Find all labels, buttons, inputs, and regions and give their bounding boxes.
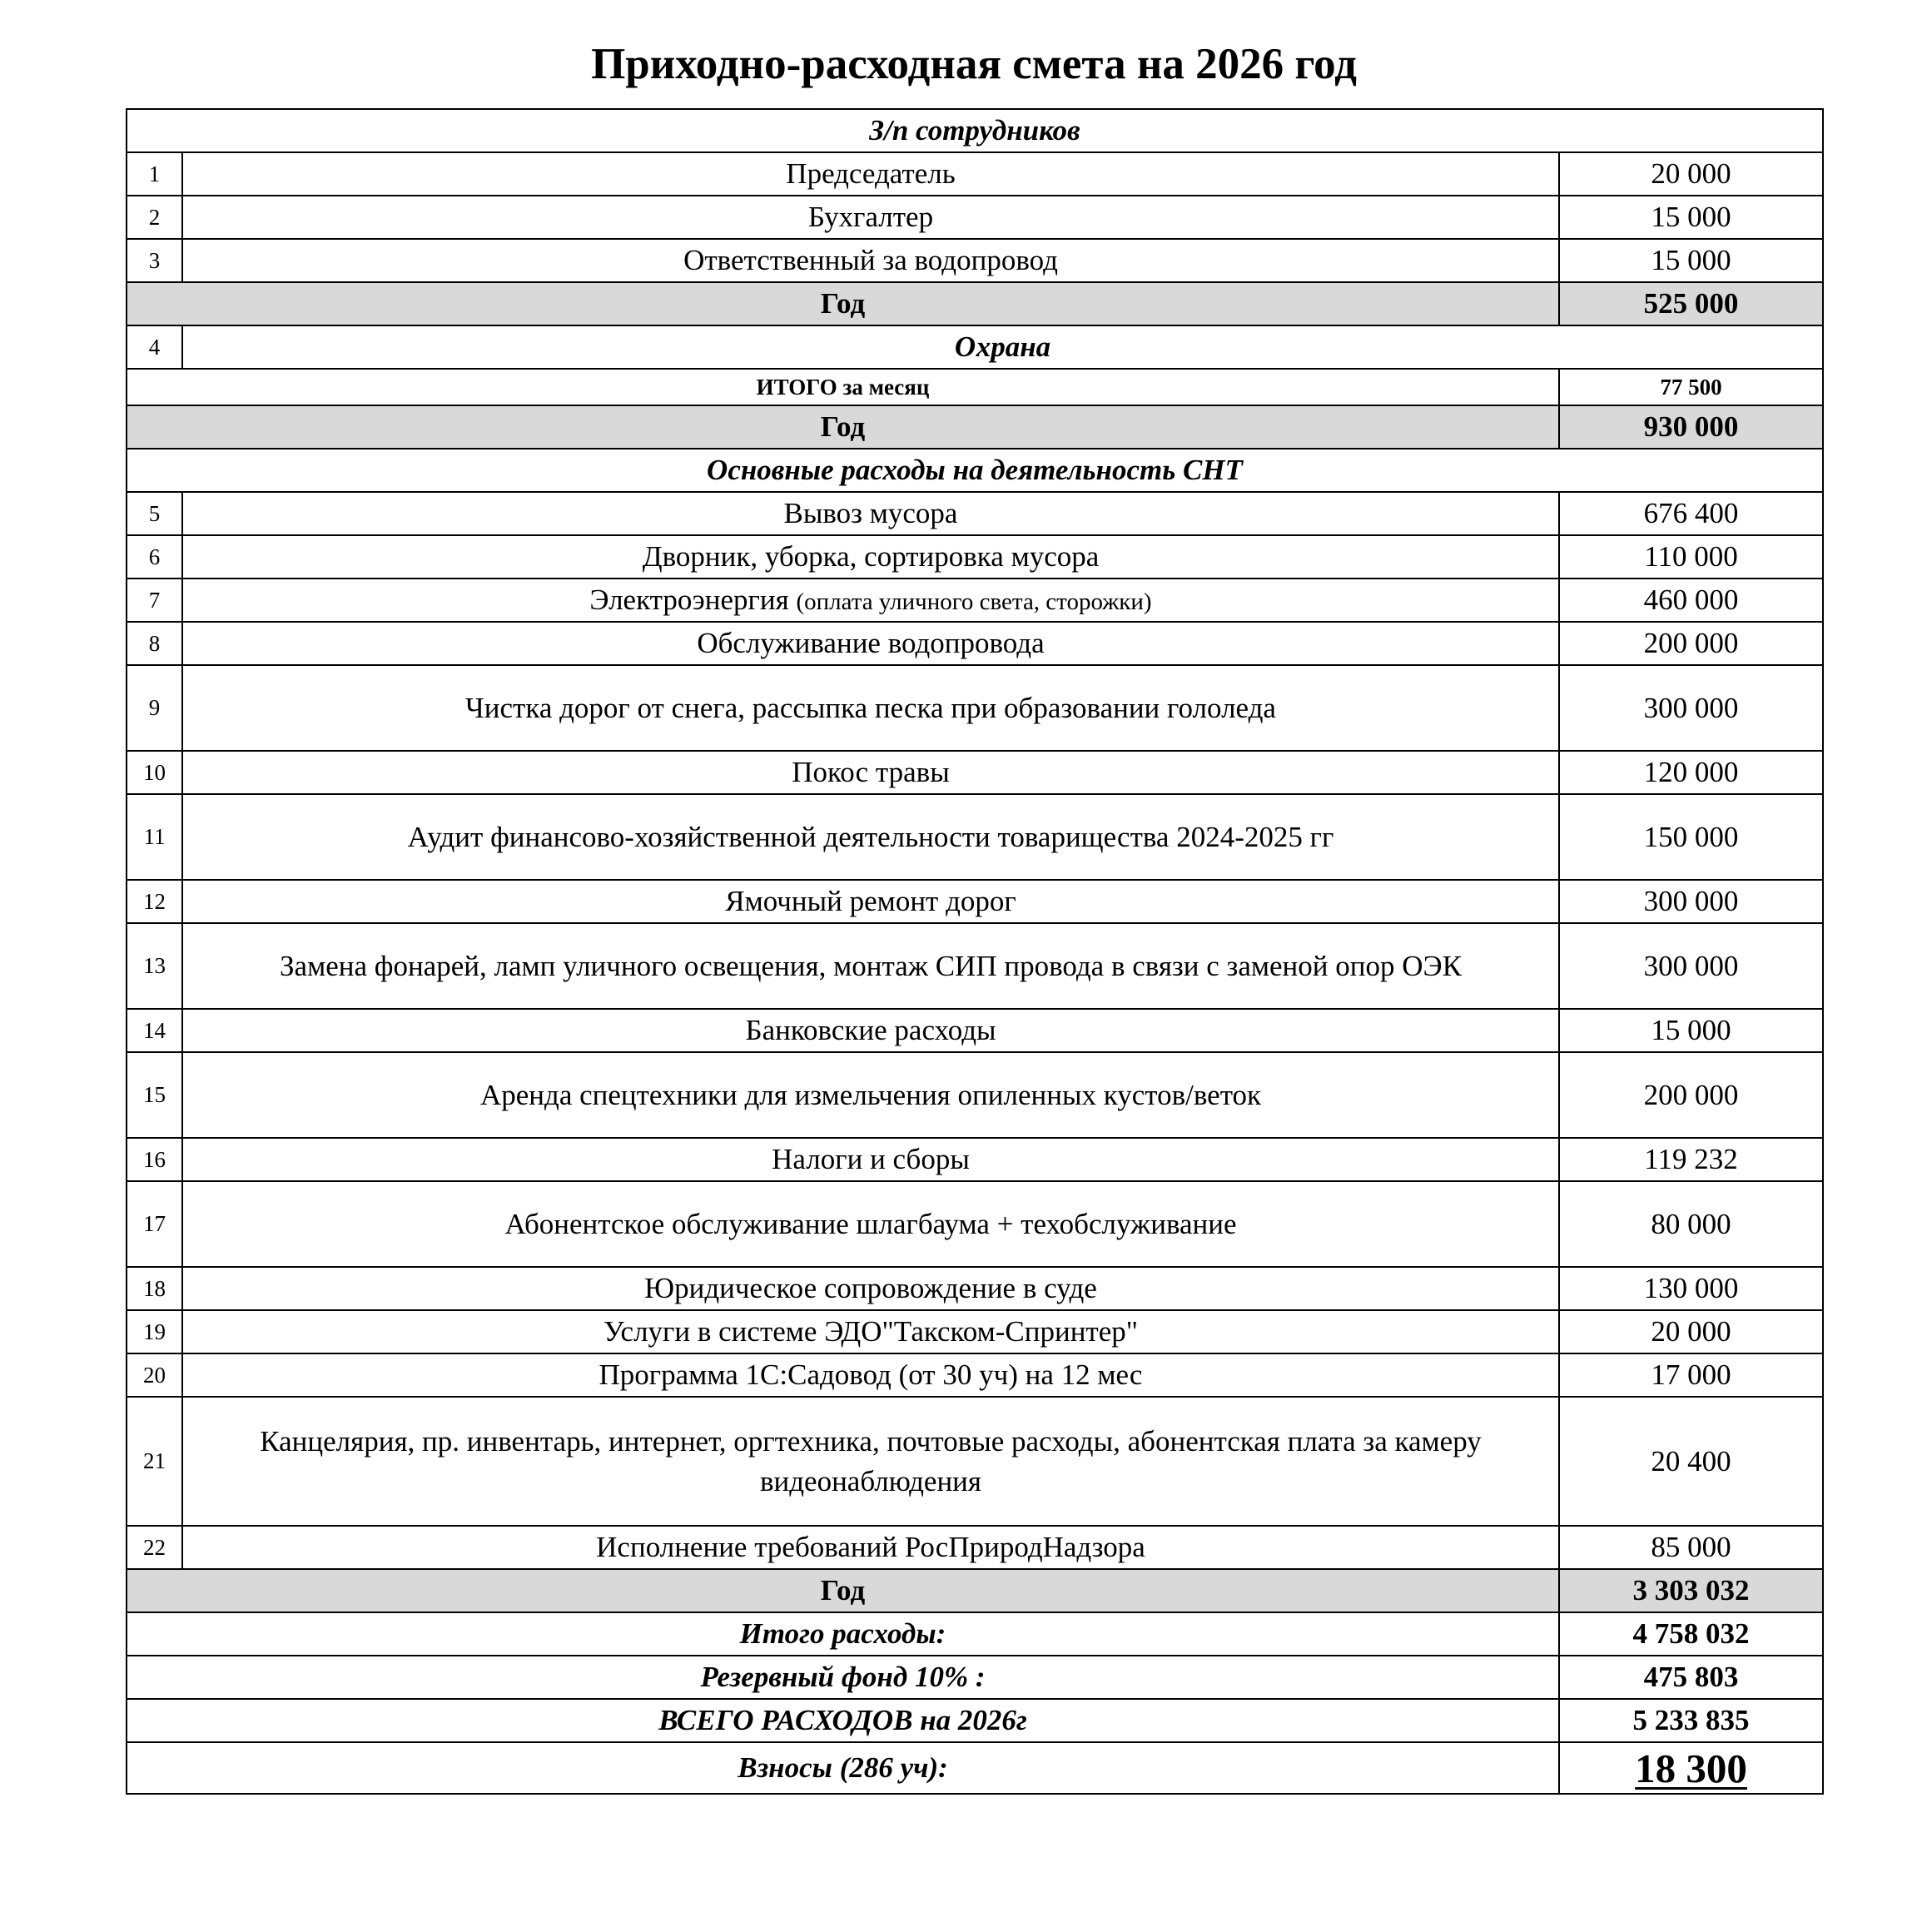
security-month-row (127, 369, 1823, 405)
row-value: 20 000 (1559, 1310, 1823, 1353)
row-value: 20 400 (1559, 1397, 1823, 1526)
table-row (127, 923, 1823, 1009)
row-number: 13 (127, 923, 182, 1009)
table-row (127, 1181, 1823, 1267)
fee-label: Взносы (286 уч): (127, 1742, 1559, 1794)
total-expenses-row (127, 1612, 1823, 1656)
row-number: 2 (127, 196, 182, 239)
row-number: 18 (127, 1267, 182, 1310)
row-number: 21 (127, 1397, 182, 1526)
table-row (127, 794, 1823, 880)
row-name: Налоги и сборы (182, 1138, 1559, 1181)
row-name: Канцелярия, пр. инвентарь, интернет, оргтехника, почтовые расходы, абонентская плата за камеру видеонаблюдения (182, 1397, 1559, 1526)
row-number: 10 (127, 751, 182, 794)
row-number: 11 (127, 794, 182, 880)
table-row (127, 751, 1823, 794)
row-name: Юридическое сопровождение в суде (182, 1267, 1559, 1310)
row-number: 14 (127, 1009, 182, 1052)
row-value: 120 000 (1559, 751, 1823, 794)
row-value: 300 000 (1559, 923, 1823, 1009)
row-value: 85 000 (1559, 1526, 1823, 1569)
row-number: 15 (127, 1052, 182, 1138)
table-row (127, 622, 1823, 665)
row-value: 200 000 (1559, 1052, 1823, 1138)
row-name: Вывоз мусора (182, 492, 1559, 535)
grand-total-label: ВСЕГО РАСХОДОВ на 2026г (127, 1699, 1559, 1742)
grand-total-value: 5 233 835 (1559, 1699, 1823, 1742)
page-title: Приходно-расходная смета на 2026 год (591, 40, 1357, 88)
row-name-note: (оплата уличного света, сторожки) (796, 588, 1152, 616)
table-row (127, 579, 1823, 622)
table-row (127, 1353, 1823, 1397)
security-month-value: 77 500 (1559, 369, 1823, 405)
row-value: 300 000 (1559, 880, 1823, 923)
security-section-header: Охрана (182, 325, 1823, 369)
table-row (127, 1310, 1823, 1353)
row-name (182, 579, 1559, 622)
row-number: 19 (127, 1310, 182, 1353)
row-number: 6 (127, 535, 182, 579)
row-number: 16 (127, 1138, 182, 1181)
row-value: 130 000 (1559, 1267, 1823, 1310)
table-row (127, 880, 1823, 923)
table-row (127, 1052, 1823, 1138)
row-value: 80 000 (1559, 1181, 1823, 1267)
row-name: Абонентское обслуживание шлагбаума + техобслуживание (182, 1181, 1559, 1267)
table-row (127, 239, 1823, 282)
row-number: 8 (127, 622, 182, 665)
salary-section-header-row (127, 109, 1823, 152)
table-row (127, 1138, 1823, 1181)
row-value: 20 000 (1559, 152, 1823, 196)
row-name-text: Электроэнергия (589, 584, 789, 617)
reserve-fund-row (127, 1656, 1823, 1699)
row-name: Чистка дорог от снега, рассыпка песка при образовании гололеда (182, 665, 1559, 751)
security-year-label: Год (127, 405, 1559, 449)
row-name: Замена фонарей, ламп уличного освещения, монтаж СИП провода в связи с заменой опор ОЭК (182, 923, 1559, 1009)
security-year-row (127, 405, 1823, 449)
security-section-row (127, 325, 1823, 369)
row-value: 200 000 (1559, 622, 1823, 665)
row-number: 5 (127, 492, 182, 535)
row-name: Аренда спецтехники для измельчения опиленных кустов/веток (182, 1052, 1559, 1138)
row-value: 460 000 (1559, 579, 1823, 622)
row-number: 1 (127, 152, 182, 196)
salary-year-value: 525 000 (1559, 282, 1823, 325)
row-name: Аудит финансово-хозяйственной деятельности товарищества 2024-2025 гг (182, 794, 1559, 880)
row-name: Программа 1С:Садовод (от 30 уч) на 12 мес (182, 1353, 1559, 1397)
table-row (127, 665, 1823, 751)
row-number: 12 (127, 880, 182, 923)
row-value: 676 400 (1559, 492, 1823, 535)
expenses-section-header-row (127, 449, 1823, 492)
row-number: 20 (127, 1353, 182, 1397)
row-value: 300 000 (1559, 665, 1823, 751)
expenses-year-value: 3 303 032 (1559, 1569, 1823, 1612)
table-row (127, 152, 1823, 196)
row-value: 15 000 (1559, 196, 1823, 239)
row-name: Услуги в системе ЭДО"Такском-Спринтер" (182, 1310, 1559, 1353)
fee-row (127, 1742, 1823, 1794)
security-month-label: ИТОГО за месяц (127, 369, 1559, 405)
total-expenses-value: 4 758 032 (1559, 1612, 1823, 1656)
salary-section-header: З/п сотрудников (127, 109, 1823, 152)
row-name: Ямочный ремонт дорог (182, 880, 1559, 923)
row-value: 15 000 (1559, 239, 1823, 282)
reserve-fund-value: 475 803 (1559, 1656, 1823, 1699)
row-name: Обслуживание водопровода (182, 622, 1559, 665)
salary-year-row (127, 282, 1823, 325)
table-row (127, 1009, 1823, 1052)
expenses-year-row (127, 1569, 1823, 1612)
row-number: 17 (127, 1181, 182, 1267)
row-name: Дворник, уборка, сортировка мусора (182, 535, 1559, 579)
row-value: 150 000 (1559, 794, 1823, 880)
row-name: Банковские расходы (182, 1009, 1559, 1052)
expenses-year-label: Год (127, 1569, 1559, 1612)
table-row (127, 535, 1823, 579)
security-year-value: 930 000 (1559, 405, 1823, 449)
row-value: 17 000 (1559, 1353, 1823, 1397)
reserve-fund-label: Резервный фонд 10% : (127, 1656, 1559, 1699)
row-name: Покос травы (182, 751, 1559, 794)
table-row (127, 196, 1823, 239)
row-number: 7 (127, 579, 182, 622)
expenses-section-header: Основные расходы на деятельность СНТ (127, 449, 1823, 492)
row-name: Председатель (182, 152, 1559, 196)
row-name: Ответственный за водопровод (182, 239, 1559, 282)
row-value: 119 232 (1559, 1138, 1823, 1181)
table-row (127, 1267, 1823, 1310)
table-row (127, 492, 1823, 535)
fee-value: 18 300 (1635, 1745, 1747, 1791)
row-number: 9 (127, 665, 182, 751)
grand-total-row (127, 1699, 1823, 1742)
row-number: 3 (127, 239, 182, 282)
row-number: 4 (127, 325, 182, 369)
fee-value-cell (1559, 1742, 1823, 1794)
row-number: 22 (127, 1526, 182, 1569)
table-row (127, 1526, 1823, 1569)
row-value: 110 000 (1559, 535, 1823, 579)
salary-year-label: Год (127, 282, 1559, 325)
table-row (127, 1397, 1823, 1526)
budget-table (126, 108, 1824, 1795)
total-expenses-label: Итого расходы: (127, 1612, 1559, 1656)
row-name: Бухгалтер (182, 196, 1559, 239)
row-value: 15 000 (1559, 1009, 1823, 1052)
row-name: Исполнение требований РосПриродНадзора (182, 1526, 1559, 1569)
